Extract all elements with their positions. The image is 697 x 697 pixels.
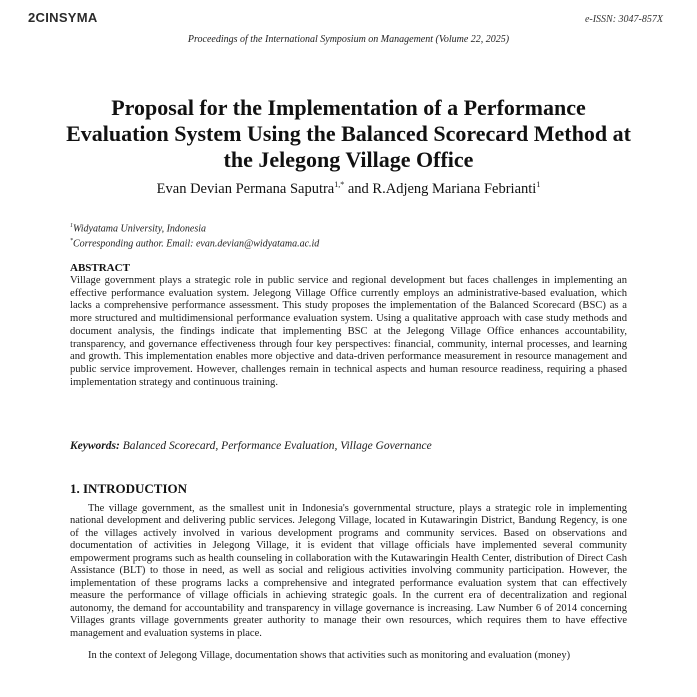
paper-title: Proposal for the Implementation of a Performance Evaluation System Using the Balanced Scorecard Method at the Jelegong Village Office <box>66 95 631 172</box>
keywords-label: Keywords: <box>70 440 120 452</box>
journal-logo: 2CINSYMA <box>28 10 98 25</box>
introduction-paragraph-1: The village government, as the smallest unit in Indonesia's governmental structure, plays a strategic role in implementing national development and delivering public services. Jelegong Village, located in Kutawaringin District, Bandung Regency, is one of the villages actively involved in various development programs and community services. Based on observations and documentation of activities in Jelegong Village, it is evident that village officials have implemented several community empowerment programs such as health counseling in collaboration with the Kutawaringin Health Center, distribution of Direct Cash Assistance (BLT) to those in need, as well as social and religious activities involving community participation. However, the implementation of these programs lacks a comprehensive and integrated performance evaluation system that can effectively measure the performance of village officials in achieving strategic goals. In the current era of decentralization and regional autonomy, the demand for accountability and transparency in village governance is increasing. Law Number 6 of 2014 concerning Villages grants village governments greater authority to manage their own resources, which requires them to have effective management and evaluation systems in place. <box>70 503 627 639</box>
affiliations <box>70 220 319 251</box>
keywords-text: Balanced Scorecard, Performance Evaluation, Village Governance <box>122 440 432 452</box>
affiliation-1-text: Widyatama University, Indonesia <box>73 223 207 235</box>
keywords-line <box>70 440 627 452</box>
abstract-text: Village government plays a strategic role in public service and regional development but faces challenges in implementing an effective performance evaluation system. Jelegong Village Office currently employs an administrative-based evaluation, which lacks a comprehensive performance assessment. This study proposes the implementation of the Balanced Scorecard (BSC) as a more structured and multidimensional performance evaluation system. Using a qualitative approach with case study methods and document analysis, the findings indicate that implementing BSC at the Jelegong Village Office enhances accountability, transparency, and governance effectiveness through four key perspectives: financial, community, internal processes, and learning and growth. This implementation enables more objective and data-driven performance measurement in resource management and public service improvement. However, challenges remain in technical aspects and human resource readiness, requiring a phased implementation strategy and continuous training. <box>70 275 627 388</box>
author-1-sup: 1,* <box>334 180 345 189</box>
introduction-body <box>70 503 627 672</box>
author-1: Evan Devian Permana Saputra <box>156 180 335 197</box>
author-line <box>60 180 637 198</box>
author-joiner: and <box>344 180 373 197</box>
proceedings-header: Proceedings of the International Symposium on Management (Volume 22, 2025) <box>187 34 510 45</box>
affiliation-2 <box>70 235 319 250</box>
introduction-heading: 1. INTRODUCTION <box>70 481 188 496</box>
affiliation-2-sup: * <box>70 238 73 245</box>
affiliation-2-text: Corresponding author. Email: evan.devian@widyatama.ac.id <box>73 238 320 250</box>
introduction-paragraph-2: In the context of Jelegong Village, documentation shows that activities such as monitoring and evaluation (money) <box>88 649 571 661</box>
issn-label: e-ISSN: 3047-857X <box>584 14 663 25</box>
author-2-sup: 1 <box>536 180 541 189</box>
affiliation-1 <box>70 220 319 235</box>
affiliation-1-sup: 1 <box>70 223 73 229</box>
abstract-heading: ABSTRACT <box>70 262 130 274</box>
author-2: R.Adjeng Mariana Febrianti <box>372 180 537 197</box>
